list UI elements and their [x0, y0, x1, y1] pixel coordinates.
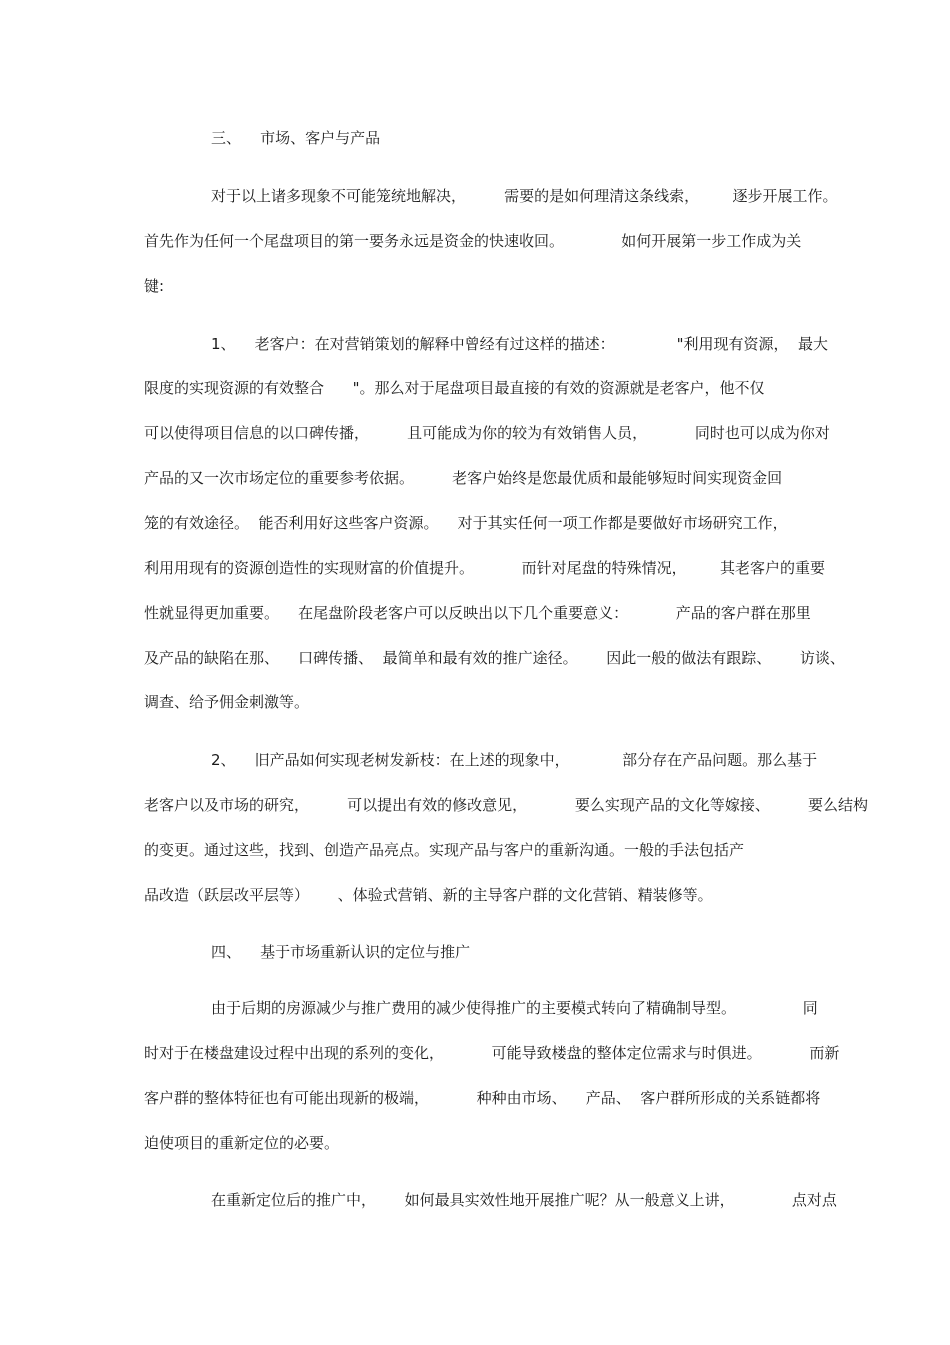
list-item-2-line: 2、 旧产品如何实现老树发新枝：在上述的现象中， 部分存在产品问题。那么基于 — [211, 751, 818, 769]
paragraph-line: 迫使项目的重新定位的必要。 — [144, 1134, 340, 1152]
section-heading-3: 三、 市场、客户与产品 — [211, 129, 381, 147]
paragraph-line: 性就显得更加重要。 在尾盘阶段老客户可以反映出以下几个重要意义： 产品的客户群在那里 — [144, 604, 811, 622]
list-item-1-line: 1、 老客户：在对营销策划的解释中曾经有过这样的描述： "利用现有资源， 最大 — [211, 335, 829, 353]
paragraph-line: 及产品的缺陷在那、 口碑传播、 最简单和最有效的推广途径。 因此一般的做法有跟踪、 访谈、 — [144, 649, 845, 667]
paragraph-line: 调查、给予佣金刺激等。 — [144, 693, 310, 711]
paragraph-line: 可以使得项目信息的以口碑传播， 且可能成为你的较为有效销售人员， 同时也可以成为你对 — [144, 424, 830, 442]
paragraph-line: 首先作为任何一个尾盘项目的第一要务永远是资金的快速收回。 如何开展第一步工作成为关 — [144, 232, 802, 250]
paragraph-line: 在重新定位后的推广中， 如何最具实效性地开展推广呢？从一般意义上讲， 点对点 — [211, 1191, 837, 1209]
paragraph-line: 限度的实现资源的有效整合 "。那么对于尾盘项目最直接的有效的资源就是老客户，他不仅 — [144, 379, 765, 397]
paragraph-line: 产品的又一次市场定位的重要参考依据。 老客户始终是您最优质和最能够短时间实现资金回 — [144, 469, 783, 487]
paragraph-line: 键: — [144, 277, 165, 295]
paragraph-line: 时对于在楼盘建设过程中出现的系列的变化， 可能导致楼盘的整体定位需求与时俱进。 而新 — [144, 1044, 840, 1062]
section-heading-4: 四、 基于市场重新认识的定位与推广 — [211, 943, 471, 961]
paragraph-line: 利用用现有的资源创造性的实现财富的价值提升。 而针对尾盘的特殊情况， 其老客户的重要 — [144, 559, 826, 577]
paragraph-line: 对于以上诸多现象不可能笼统地解决， 需要的是如何理清这条线索， 逐步开展工作。 — [211, 187, 838, 205]
paragraph-line: 客户群的整体特征也有可能出现新的极端， 种种由市场、 产品、 客户群所形成的关系链都将 — [144, 1089, 821, 1107]
paragraph-line: 由于后期的房源减少与推广费用的减少使得推广的主要模式转向了精确制导型。 同 — [211, 999, 818, 1017]
paragraph-line: 的变更。通过这些，找到、创造产品亮点。实现产品与客户的重新沟通。一般的手法包括产 — [144, 841, 745, 859]
paragraph-line: 笼的有效途径。 能否利用好这些客户资源。 对于其实任何一项工作都是要做好市场研究工作， — [144, 514, 788, 532]
paragraph-line: 品改造（跃层改平层等） 、体验式营销、新的主导客户群的文化营销、精装修等。 — [144, 886, 713, 904]
paragraph-line: 老客户以及市场的研究， 可以提出有效的修改意见， 要么实现产品的文化等嫁接、 要么结构 — [144, 796, 868, 814]
